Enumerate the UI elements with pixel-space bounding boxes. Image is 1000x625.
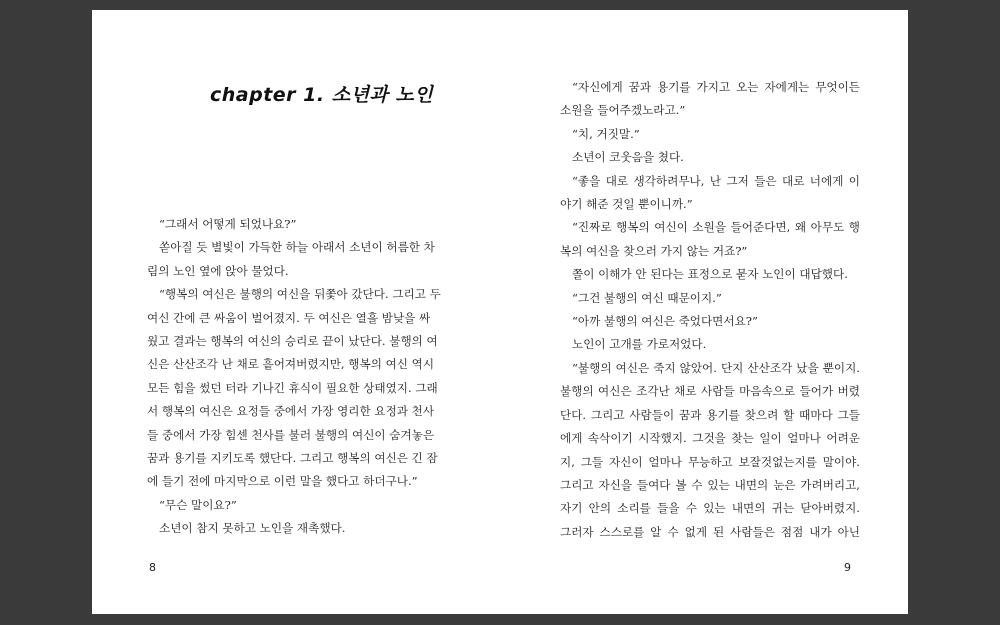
text-line: 신은 산산조각 난 채로 흩어져버렸지만, 행복의 여신 역시 [147,357,435,372]
text-line: 꿈과 용기를 지키도록 했단다. 그리고 행복의 여신은 긴 잠 [147,451,438,466]
text-line: “무슨 말이요?” [159,497,237,512]
text-line: “그래서 어떻게 되었나요?” [159,217,297,231]
text-line: 소년이 코웃음을 쳤다. [572,150,684,165]
text-line: 단다. 그리고 사람들이 꿈과 용기를 찾으려 할 때마다 그들 [560,407,860,422]
text-line: “그건 불행의 여신 때문이지.” [572,290,722,305]
text-line: 쫄이 이해가 안 된다는 표정으로 묻자 노인이 대답했다. [572,267,848,282]
text-line: 웠고 결과는 행복의 여신의 승리로 끝이 났단다. 불행의 여 [147,334,438,349]
text-line: 야기 해준 것일 뿐이니까.” [560,197,693,212]
text-line: “행복의 여신은 불행의 여신을 뒤쫓아 갔단다. 그리고 두 [159,287,441,302]
text-line: 림의 노인 옆에 앉아 물었다. [147,263,289,278]
text-line: 에게 속삭이기 시작했지. 그것을 찾는 일이 얼마나 어려운 [560,431,860,446]
text-line: 소원을 들어주겠노라고.” [560,103,686,118]
text-line: “불행의 여신은 죽지 않았어. 단지 산산조각 났을 뿐이지. [572,360,860,375]
text-line: “좋을 대로 생각하려무나, 난 그저 들은 대로 너에게 이 [572,173,860,188]
chapter-title: chapter 1. 소년과 노인 [210,84,434,106]
text-line: 자기 안의 소리를 들을 수 있는 내면의 귀는 닫아버렸지. [560,501,860,516]
text-line: “자신에게 꿈과 용기를 가지고 오는 자에게는 무엇이든 [572,80,860,94]
left-page-body [147,213,441,541]
book-spread [92,10,908,614]
right-page-body [560,76,860,544]
text-line: “치, 거짓말.” [572,126,640,141]
text-line: 노인이 고개를 가로저었다. [572,337,707,352]
text-line: 복의 여신을 찾으러 가지 않는 거죠?” [560,243,748,258]
text-line: 들 중에서 가장 힘센 천사를 불러 불행의 여신이 숨겨놓은 [147,427,435,442]
text-line: 에 들기 전에 마지막으로 이런 말을 했다고 하더구나.” [147,474,418,489]
text-line: “아까 불행의 여신은 죽었다면서요?” [572,314,758,329]
text-line: 모든 힘을 썼던 터라 기나긴 휴식이 필요한 상태였지. 그래 [147,380,438,395]
text-line: “진짜로 행복의 여신이 소원을 들어준다면, 왜 아무도 행 [572,220,860,235]
text-line: 여신 간에 큰 싸움이 벌어졌지. 두 여신은 열흘 밤낮을 싸 [147,310,431,325]
text-line: 그리고 자신을 들여다 볼 수 있는 내면의 눈은 가려버리고, [560,477,860,492]
text-line: 지, 그들 자신이 얼마나 무능하고 보잘것없는지를 말이야. [560,454,860,469]
text-line: 쏟아질 듯 별빛이 가득한 하늘 아래서 소년이 허름한 차 [159,240,435,255]
page-number-right: 9 [844,561,851,574]
text-line: 소년이 참지 못하고 노인을 재촉했다. [159,521,346,536]
right-page [500,10,908,614]
page-number-left: 8 [149,561,156,574]
text-line: 불행의 여신은 조각난 채로 사람들 마음속으로 들어가 버렸 [560,384,860,399]
left-page [92,10,500,614]
text-line: 그러자 스스로를 알 수 없게 된 사람들은 점점 내가 아닌 [560,524,860,539]
text-line: 서 행복의 여신은 요정들 중에서 가장 영리한 요정과 천사 [147,404,435,419]
